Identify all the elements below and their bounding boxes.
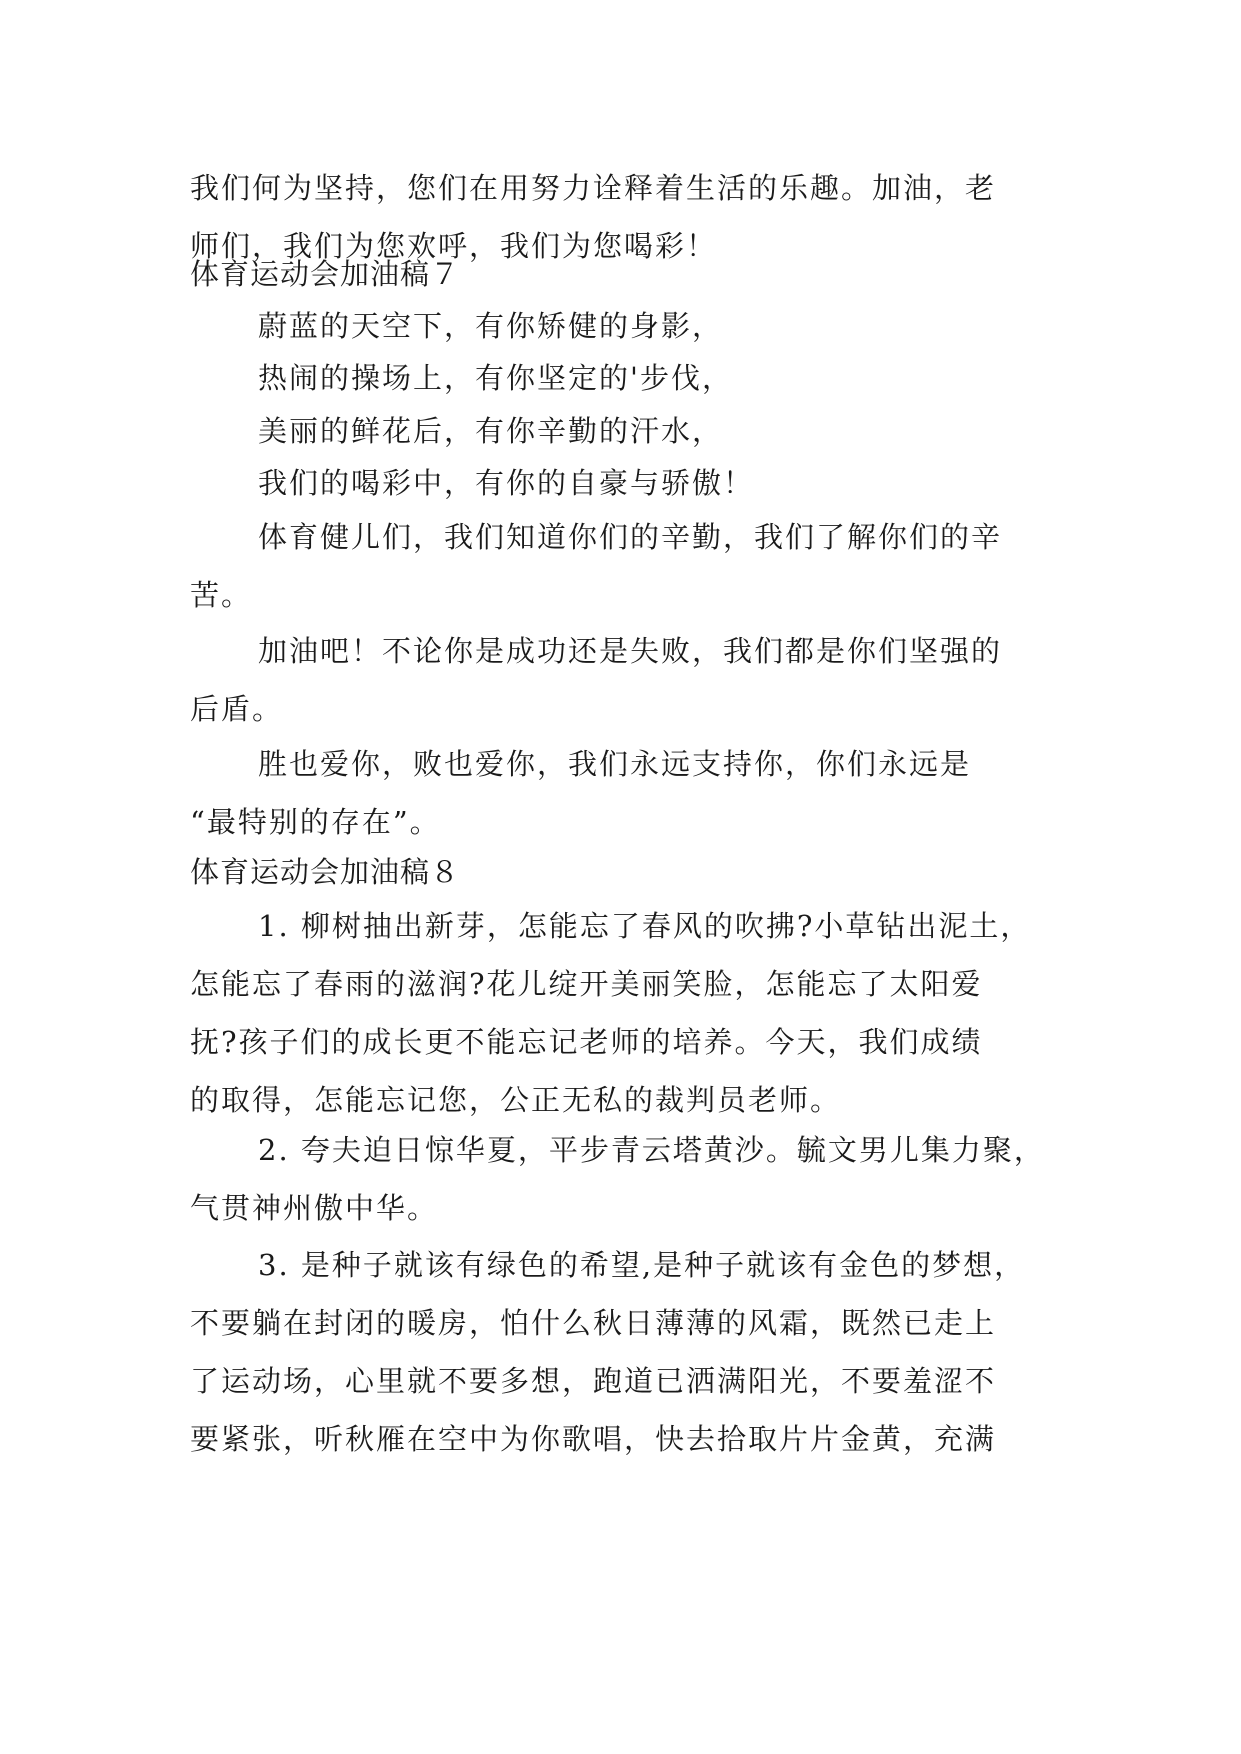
text-line: 师们，我们为您欢呼，我们为您喝彩！ <box>190 229 718 263</box>
section-8-para-3 <box>190 1236 1070 1468</box>
section-7-para-2 <box>190 349 1138 407</box>
text-line: 怎能忘了春雨的滋润?花儿绽开美丽笑脸，怎能忘了太阳爱 <box>190 967 983 1001</box>
section-7-para-5 <box>190 508 1070 624</box>
text-line: 了运动场，心里就不要多想，跑道已洒满阳光，不要羞涩不 <box>190 1364 997 1398</box>
text-line: 要紧张，听秋雁在空中为你歌唱，快去拾取片片金黄，充满 <box>190 1422 997 1456</box>
text-line: 不要躺在封闭的暖房，怕什么秋日薄薄的风霜，既然已走上 <box>190 1306 997 1340</box>
section-8-para-2 <box>190 1121 1070 1237</box>
text-line: 3. 是种子就该有绿色的希望,是种子就该有金色的梦想， <box>258 1248 1026 1282</box>
section-7-para-1 <box>190 297 1138 355</box>
section-7-para-4 <box>190 454 1138 512</box>
section-7-title: 体育运动会加油稿７ <box>190 257 461 291</box>
text-line: 气贯神州傲中华。 <box>190 1191 439 1225</box>
text-line: 苦。 <box>190 578 253 612</box>
text-line: 2. 夸夫迫日惊华夏，平步青云塔黄沙。毓文男儿集力聚， <box>258 1133 1045 1167</box>
text-line: 胜也爱你，败也爱你，我们永远支持你，你们永远是 <box>258 747 972 781</box>
text-line: 美丽的鲜花后，有你辛勤的汗水， <box>258 414 724 448</box>
text-line: 我们的喝彩中，有你的自豪与骄傲！ <box>258 466 755 500</box>
text-line: 1. 柳树抽出新芽，怎能忘了春风的吹拂?小草钻出泥土， <box>258 909 1032 943</box>
section-7-para-6 <box>190 622 1070 738</box>
text-line: 热闹的操场上，有你坚定的'步伐， <box>258 361 733 395</box>
text-line: 我们何为坚持，您们在用努力诠释着生活的乐趣。加油，老 <box>190 171 997 205</box>
text-line: 抚?孩子们的成长更不能忘记老师的培养。今天，我们成绩 <box>190 1025 983 1059</box>
text-line: “最特别的存在”。 <box>190 805 441 839</box>
text-line: 蔚蓝的天空下，有你矫健的身影， <box>258 309 724 343</box>
section-8-para-1 <box>190 897 1070 1129</box>
text-line: 的取得，怎能忘记您，公正无私的裁判员老师。 <box>190 1083 842 1117</box>
text-line: 加油吧！不论你是成功还是失败，我们都是你们坚强的 <box>258 634 1003 668</box>
text-line: 后盾。 <box>190 692 284 726</box>
section-7-para-3 <box>190 402 1138 460</box>
text-line: 体育健儿们，我们知道你们的辛勤，我们了解你们的辛 <box>258 520 1003 554</box>
section-7-para-7 <box>190 735 1070 851</box>
section-8-title: 体育运动会加油稿８ <box>190 855 461 889</box>
